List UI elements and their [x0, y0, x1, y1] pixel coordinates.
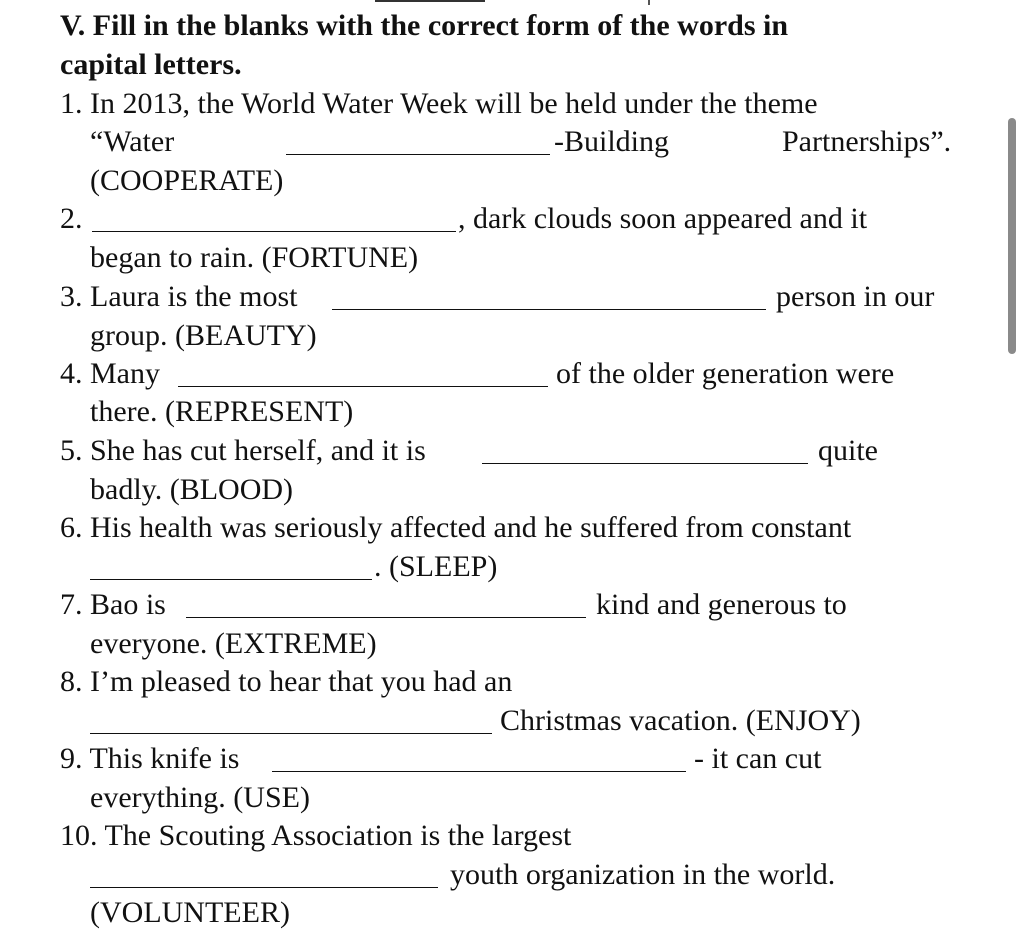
q7-text-a: Bao is — [90, 588, 166, 621]
q5-text-b: quite — [818, 434, 878, 467]
q6-text-b: . (SLEEP) — [374, 550, 498, 583]
q5-text-c: badly. (BLOOD) — [90, 473, 294, 506]
q9-text-b: - it can cut — [694, 742, 822, 775]
q10-text-c: (VOLUNTEER) — [90, 896, 290, 929]
q3-text-c: group. (BEAUTY) — [90, 319, 317, 352]
question-1 — [60, 86, 818, 122]
q5-number: 5. — [60, 434, 83, 467]
q9-text-c: everything. (USE) — [90, 781, 310, 814]
q4-blank[interactable] — [178, 356, 548, 396]
q7-text-c: everyone. (EXTREME) — [90, 627, 377, 660]
q1-blank[interactable] — [286, 124, 550, 164]
q8-text-a: I’m pleased to hear that you had an — [90, 665, 513, 698]
q5-blank[interactable] — [482, 433, 808, 473]
q10-text-a: The Scouting Association is the largest — [104, 819, 572, 852]
question-9 — [60, 741, 239, 777]
q8-number: 8. — [60, 665, 83, 698]
q7-blank[interactable] — [186, 587, 586, 627]
q8-blank[interactable] — [90, 703, 492, 743]
q9-text-a: This knife is — [89, 742, 240, 775]
question-10 — [60, 818, 571, 854]
q7-text-b: kind and generous to — [596, 588, 847, 621]
q1-text-c: -Building — [554, 125, 670, 158]
q1-number: 1. — [60, 87, 83, 120]
q1-text-b: “Water — [90, 125, 175, 158]
q9-blank[interactable] — [272, 741, 686, 781]
scrollbar-thumb[interactable] — [1008, 118, 1016, 354]
question-5 — [60, 433, 426, 469]
q4-text-b: of the older generation were — [556, 357, 895, 390]
q1-text-d: Partnerships”. — [782, 125, 952, 158]
q7-number: 7. — [60, 588, 83, 621]
q9-number: 9. — [60, 742, 83, 775]
top-rule — [375, 0, 485, 2]
q10-text-b: youth organization in the world. — [450, 858, 836, 891]
q3-text-b: person in our — [776, 280, 935, 313]
q1-text-e: (COOPERATE) — [90, 164, 284, 197]
q2-text-a: , dark clouds soon appeared and it — [458, 202, 868, 235]
q2-number: 2. — [60, 202, 83, 235]
q6-blank[interactable] — [90, 549, 372, 589]
q3-blank[interactable] — [332, 279, 766, 319]
q1-text-a: In 2013, the World Water Week will be held under the theme — [90, 87, 818, 120]
question-6 — [60, 510, 851, 546]
q6-number: 6. — [60, 511, 83, 544]
heading-line-2: capital letters. — [60, 48, 242, 81]
q3-number: 3. — [60, 280, 83, 313]
q10-blank[interactable] — [90, 857, 438, 897]
q10-number: 10. — [60, 819, 98, 852]
question-3 — [60, 279, 297, 315]
q6-text-a: His health was seriously affected and he suffered from constant — [90, 511, 852, 544]
q3-text-a: Laura is the most — [90, 280, 298, 313]
question-7 — [60, 587, 166, 623]
q5-text-a: She has cut herself, and it is — [90, 434, 426, 467]
q8-text-b: Christmas vacation. (ENJOY) — [500, 704, 861, 737]
top-tick — [648, 0, 650, 5]
heading-line-1: V. Fill in the blanks with the correct form of the words in — [60, 9, 789, 42]
q4-text-c: there. (REPRESENT) — [90, 395, 354, 428]
question-4 — [60, 356, 160, 392]
q2-text-b: began to rain. (FORTUNE) — [90, 241, 419, 274]
q4-text-a: Many — [90, 357, 160, 390]
q2-blank[interactable] — [92, 201, 456, 241]
question-8 — [60, 664, 512, 700]
q4-number: 4. — [60, 357, 83, 390]
